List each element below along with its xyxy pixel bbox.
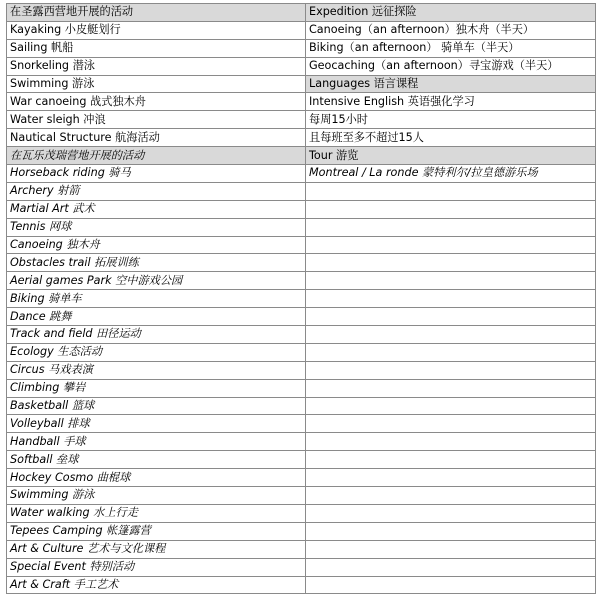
empty-cell bbox=[306, 254, 596, 272]
camp-activity-cell: Dance 跳舞 bbox=[7, 308, 306, 326]
table-row bbox=[7, 522, 596, 540]
camp-activity-cell: Obstacles trail 拓展训练 bbox=[7, 254, 306, 272]
camp-activity-cell: Climbing 攀岩 bbox=[7, 379, 306, 397]
table-row bbox=[7, 21, 596, 39]
camp-activity-cell: Tepees Camping 帐篷露营 bbox=[7, 522, 306, 540]
camp-activity-cell: Art & Culture 艺术与文化课程 bbox=[7, 540, 306, 558]
program-item-cell: 每周15小时 bbox=[306, 111, 596, 129]
camp-section-header: 在瓦乐茂瑞营地开展的活动 bbox=[7, 147, 306, 165]
empty-cell bbox=[306, 379, 596, 397]
program-item-cell: Montreal / La ronde 蒙特利尔/拉皇德游乐场 bbox=[306, 165, 596, 183]
table-row bbox=[7, 129, 596, 147]
program-item-cell: 且每班至多不超过15人 bbox=[306, 129, 596, 147]
table-row bbox=[7, 576, 596, 594]
table-row bbox=[7, 254, 596, 272]
table-row bbox=[7, 218, 596, 236]
camp-activity-cell: Martial Art 武术 bbox=[7, 200, 306, 218]
empty-cell bbox=[306, 540, 596, 558]
table-row bbox=[7, 236, 596, 254]
camp-activity-cell: Biking 骑单车 bbox=[7, 290, 306, 308]
table-row bbox=[7, 433, 596, 451]
camp-section-header: 在圣露西营地开展的活动 bbox=[7, 4, 306, 22]
empty-cell bbox=[306, 558, 596, 576]
camp-activity-cell: Swimming 游泳 bbox=[7, 487, 306, 505]
camp-activity-cell: Tennis 网球 bbox=[7, 218, 306, 236]
camp-activity-cell: Ecology 生态活动 bbox=[7, 343, 306, 361]
empty-cell bbox=[306, 218, 596, 236]
camp-activity-cell: Track and field 田径运动 bbox=[7, 326, 306, 344]
camp-activity-cell: Basketball 篮球 bbox=[7, 397, 306, 415]
camp-activity-cell: Horseback riding 骑马 bbox=[7, 165, 306, 183]
camp-activity-cell: Swimming 游泳 bbox=[7, 75, 306, 93]
program-item-cell: Intensive English 英语强化学习 bbox=[306, 93, 596, 111]
table-row bbox=[7, 272, 596, 290]
table-row bbox=[7, 326, 596, 344]
empty-cell bbox=[306, 290, 596, 308]
empty-cell bbox=[306, 504, 596, 522]
camp-activity-cell: Nautical Structure 航海活动 bbox=[7, 129, 306, 147]
table-row bbox=[7, 558, 596, 576]
table-row bbox=[7, 397, 596, 415]
program-section-header: Tour 游览 bbox=[306, 147, 596, 165]
empty-cell bbox=[306, 487, 596, 505]
camp-activity-cell: Volleyball 排球 bbox=[7, 415, 306, 433]
table-row bbox=[7, 308, 596, 326]
camp-activity-cell: Snorkeling 潜泳 bbox=[7, 57, 306, 75]
empty-cell bbox=[306, 433, 596, 451]
table-row bbox=[7, 469, 596, 487]
table-row bbox=[7, 39, 596, 57]
empty-cell bbox=[306, 343, 596, 361]
empty-cell bbox=[306, 326, 596, 344]
empty-cell bbox=[306, 308, 596, 326]
empty-cell bbox=[306, 272, 596, 290]
program-item-cell: Biking（an afternoon） 骑单车（半天） bbox=[306, 39, 596, 57]
camp-activity-cell: Handball 手球 bbox=[7, 433, 306, 451]
camp-activity-cell: Water sleigh 冲浪 bbox=[7, 111, 306, 129]
table-row bbox=[7, 504, 596, 522]
table-row bbox=[7, 75, 596, 93]
camp-activity-cell: Softball 垒球 bbox=[7, 451, 306, 469]
table-row bbox=[7, 147, 596, 165]
camp-activity-cell: Circus 马戏表演 bbox=[7, 361, 306, 379]
empty-cell bbox=[306, 576, 596, 594]
table-row bbox=[7, 4, 596, 22]
table-row bbox=[7, 451, 596, 469]
empty-cell bbox=[306, 522, 596, 540]
empty-cell bbox=[306, 415, 596, 433]
empty-cell bbox=[306, 236, 596, 254]
activities-table bbox=[6, 3, 596, 594]
table-row bbox=[7, 93, 596, 111]
table-row bbox=[7, 290, 596, 308]
table-row bbox=[7, 165, 596, 183]
program-section-header: Expedition 远征探险 bbox=[306, 4, 596, 22]
empty-cell bbox=[306, 361, 596, 379]
table-row bbox=[7, 343, 596, 361]
camp-activity-cell: Aerial games Park 空中游戏公园 bbox=[7, 272, 306, 290]
table-row bbox=[7, 111, 596, 129]
camp-activity-cell: Special Event 特别活动 bbox=[7, 558, 306, 576]
table-row bbox=[7, 361, 596, 379]
table-row bbox=[7, 487, 596, 505]
camp-activity-cell: Kayaking 小皮艇划行 bbox=[7, 21, 306, 39]
table-row bbox=[7, 379, 596, 397]
empty-cell bbox=[306, 182, 596, 200]
camp-activity-cell: Sailing 帆船 bbox=[7, 39, 306, 57]
camp-activity-cell: Hockey Cosmo 曲棍球 bbox=[7, 469, 306, 487]
empty-cell bbox=[306, 469, 596, 487]
camp-activity-cell: Art & Craft 手工艺术 bbox=[7, 576, 306, 594]
program-section-header: Languages 语言课程 bbox=[306, 75, 596, 93]
camp-activity-cell: War canoeing 战式独木舟 bbox=[7, 93, 306, 111]
empty-cell bbox=[306, 451, 596, 469]
table-row bbox=[7, 200, 596, 218]
program-item-cell: Canoeing（an afternoon）独木舟（半天） bbox=[306, 21, 596, 39]
camp-activity-cell: Archery 射箭 bbox=[7, 182, 306, 200]
empty-cell bbox=[306, 397, 596, 415]
table-row bbox=[7, 57, 596, 75]
program-item-cell: Geocaching（an afternoon）寻宝游戏（半天） bbox=[306, 57, 596, 75]
table-row bbox=[7, 415, 596, 433]
empty-cell bbox=[306, 200, 596, 218]
camp-activity-cell: Water walking 水上行走 bbox=[7, 504, 306, 522]
table-row bbox=[7, 540, 596, 558]
table-row bbox=[7, 182, 596, 200]
activities-table-body bbox=[7, 4, 596, 594]
camp-activity-cell: Canoeing 独木舟 bbox=[7, 236, 306, 254]
